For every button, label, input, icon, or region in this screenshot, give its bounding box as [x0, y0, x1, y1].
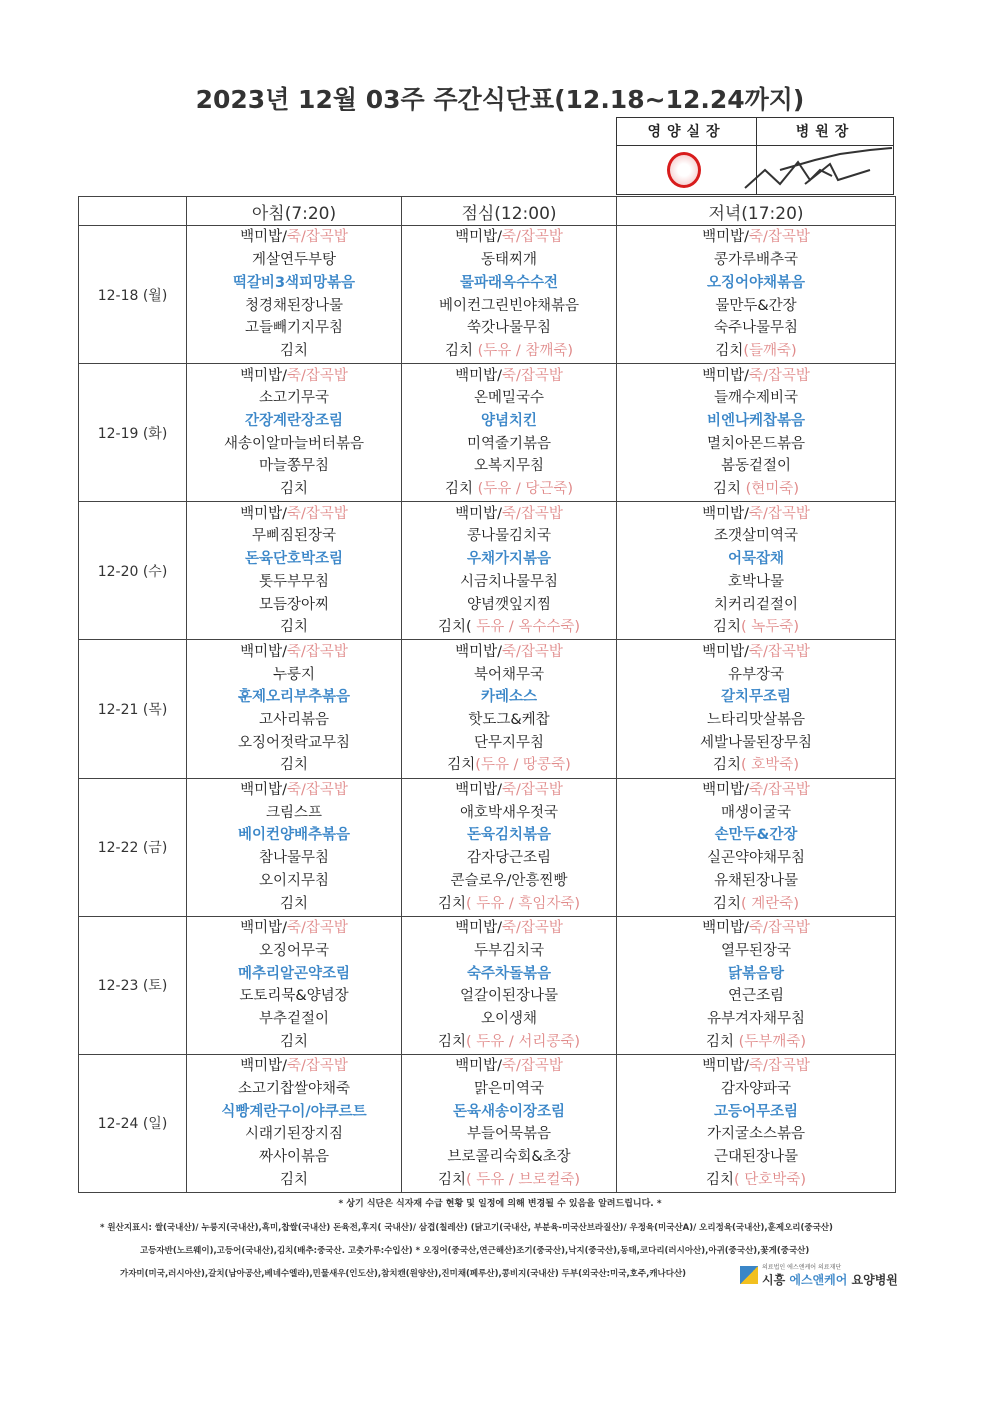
menu-item-main: 백미밥/: [455, 1058, 502, 1075]
menu-item: 고사리볶음: [258, 711, 330, 728]
menu-item: 열무된장국: [720, 942, 792, 959]
menu-item: 크림스프: [265, 804, 323, 821]
menu-item-alt: 죽/잡곡밥: [501, 367, 563, 384]
red-seal-stamp: [667, 152, 701, 188]
breakfast-cell: [187, 778, 402, 916]
menu-item: [402, 616, 616, 639]
menu-item-alt: ( 두유 / 흑임자죽): [465, 895, 581, 912]
menu-item-alt: 죽/잡곡밥: [748, 1058, 810, 1075]
menu-item: 베이컨그린빈야채볶음: [438, 297, 580, 314]
menu-item: [187, 1055, 401, 1078]
menu-item: [617, 226, 895, 249]
menu-item-main: 백미밥/: [240, 920, 287, 937]
menu-item: [402, 641, 616, 664]
menu-item: [617, 503, 895, 526]
breakfast-cell: [187, 364, 402, 502]
menu-item-main: 백미밥/: [702, 229, 749, 246]
menu-item: [402, 478, 616, 501]
day-date: 12-22 (금): [79, 778, 187, 916]
menu-item-main: 백미밥/: [702, 505, 749, 522]
menu-item: [187, 226, 401, 249]
menu-item: [402, 917, 616, 940]
menu-item-main: 김치: [713, 481, 746, 498]
menu-item-alt: ( 호박죽): [741, 757, 799, 774]
dinner-cell: [617, 364, 896, 502]
menu-item: [402, 779, 616, 802]
menu-item: [617, 917, 895, 940]
menu-item-main: 백미밥/: [455, 782, 502, 799]
menu-item-main: 백미밥/: [702, 920, 749, 937]
dinner-cell: [617, 640, 896, 778]
logo-mark-icon: [740, 1266, 758, 1284]
menu-item-main: 백미밥/: [455, 643, 502, 660]
menu-item-main-dish: 숙주차돌볶음: [466, 965, 552, 982]
menu-table: [78, 196, 896, 1193]
menu-item-main: 백미밥/: [240, 782, 287, 799]
menu-item-main: 백미밥/: [240, 1058, 287, 1075]
menu-item: [617, 1169, 895, 1192]
menu-item-main-dish: 닭볶음탕: [727, 965, 785, 982]
menu-item: 시금치나물무침: [459, 573, 559, 590]
menu-item-alt: 죽/잡곡밥: [748, 229, 810, 246]
menu-item: 콘슬로우/안흥찐빵: [450, 872, 568, 889]
menu-item: 김치: [279, 481, 308, 498]
approval-director-label: 병원장: [757, 118, 893, 146]
menu-item: 양념깻잎지찜: [466, 596, 552, 613]
header-dinner: 저녁(17:20): [617, 197, 896, 226]
menu-item-main-dish: 돈육김치볶음: [466, 827, 552, 844]
menu-item: 물만두&간장: [715, 297, 797, 314]
menu-item-alt: 죽/잡곡밥: [501, 920, 563, 937]
day-row: [79, 778, 896, 916]
header-breakfast: 아침(7:20): [187, 197, 402, 226]
menu-item-main: 백미밥/: [455, 229, 502, 246]
menu-item: 참나물무침: [258, 850, 330, 867]
menu-item: 감자당근조림: [466, 850, 552, 867]
menu-item: [402, 365, 616, 388]
day-date: 12-18 (월): [79, 226, 187, 364]
menu-item: 치커리겉절이: [713, 596, 799, 613]
menu-item: [402, 1169, 616, 1192]
menu-item-main-dish: 고등어무조림: [713, 1103, 799, 1120]
menu-item-alt: 죽/잡곡밥: [286, 367, 348, 384]
menu-item: 봄동겉절이: [720, 458, 792, 475]
menu-item-main: 백미밥/: [240, 643, 287, 660]
day-row: [79, 1054, 896, 1192]
menu-item-main: 백미밥/: [702, 367, 749, 384]
menu-item: 김치: [279, 342, 308, 359]
menu-item: 쑥갓나물무침: [466, 320, 552, 337]
logo-foundation: 의료법인 에스앤케어 의료재단: [762, 1264, 842, 1271]
menu-item-main-dish: 갈치무조림: [720, 689, 792, 706]
menu-item: 단무지무침: [473, 734, 545, 751]
menu-item-alt: 죽/잡곡밥: [748, 920, 810, 937]
menu-item: 콩가루배추국: [713, 252, 799, 269]
menu-item-main: 김치: [706, 1033, 739, 1050]
menu-item: 핫도그&케찹: [468, 711, 550, 728]
menu-item: 동태찌개: [480, 252, 538, 269]
menu-item-alt: 죽/잡곡밥: [286, 920, 348, 937]
menu-item-alt: 죽/잡곡밥: [748, 643, 810, 660]
menu-item: [402, 1055, 616, 1078]
menu-item-alt: 죽/잡곡밥: [286, 1058, 348, 1075]
day-row: [79, 226, 896, 364]
menu-item: [402, 893, 616, 916]
menu-item-main: 백미밥/: [455, 920, 502, 937]
menu-item: 근대된장나물: [713, 1149, 799, 1166]
menu-item-alt: 죽/잡곡밥: [501, 643, 563, 660]
menu-item-main: 김치: [713, 757, 742, 774]
menu-item: [617, 754, 895, 777]
menu-item: 맑은미역국: [473, 1081, 545, 1098]
menu-item-main: 김치: [437, 895, 466, 912]
menu-item: 김치: [279, 1033, 308, 1050]
menu-item-alt: 죽/잡곡밥: [286, 505, 348, 522]
menu-item: 누룽지: [272, 666, 316, 683]
menu-item: 유부겨자채무침: [706, 1010, 806, 1027]
menu-item: 마늘쫑무침: [258, 458, 330, 475]
menu-item: 부추겉절이: [258, 1010, 330, 1027]
menu-item-main: 백미밥/: [702, 1058, 749, 1075]
hospital-logo: [740, 1262, 898, 1290]
menu-item: 오복지무침: [473, 458, 545, 475]
day-row: [79, 502, 896, 640]
menu-item: [187, 503, 401, 526]
header-lunch: 점심(12:00): [402, 197, 617, 226]
page-title: 2023년 12월 03주 주간식단표(12.18~12.24까지): [195, 85, 805, 114]
menu-item-main-dish: 어묵잡채: [727, 551, 785, 568]
menu-item: [617, 779, 895, 802]
menu-item-main: 김치: [713, 619, 742, 636]
menu-item-alt: 죽/잡곡밥: [501, 782, 563, 799]
header-row: [79, 197, 896, 226]
menu-item: 김치: [279, 895, 308, 912]
menu-item-alt: 죽/잡곡밥: [748, 367, 810, 384]
logo-name-b: 에스앤케어: [789, 1273, 848, 1287]
menu-item: 오이지무침: [258, 872, 330, 889]
menu-item-main-dish: 오징어야채볶음: [706, 274, 806, 291]
menu-item: [187, 641, 401, 664]
menu-item: [402, 503, 616, 526]
menu-item: 무삐짐된장국: [251, 528, 337, 545]
menu-item: [402, 226, 616, 249]
menu-item-main-dish: 돈육새송이장조림: [452, 1103, 566, 1120]
menu-item-main-dish: 손만두&간장: [714, 827, 798, 844]
menu-item: 짜사이볶음: [258, 1149, 330, 1166]
menu-item: 모듬장아찌: [258, 596, 330, 613]
menu-item: 새송이알마늘버터볶음: [223, 435, 365, 452]
menu-item: 청경채된장나물: [244, 297, 344, 314]
lunch-cell: [402, 778, 617, 916]
menu-item: 온메밀국수: [473, 390, 545, 407]
logo-name: [762, 1271, 898, 1288]
menu-item: [187, 365, 401, 388]
dinner-cell: [617, 502, 896, 640]
day-row: [79, 364, 896, 502]
menu-item: [617, 616, 895, 639]
menu-item-alt: (두유 / 참깨죽): [477, 342, 574, 359]
menu-item-alt: ( 두유 / 서리콩죽): [465, 1033, 581, 1050]
day-date: 12-23 (토): [79, 916, 187, 1054]
breakfast-cell: [187, 640, 402, 778]
menu-item-main-dish: 간장계란장조림: [244, 413, 344, 429]
menu-item-main-dish: 떡갈비3색피망볶음: [232, 274, 356, 291]
menu-item: 호박나물: [727, 573, 785, 590]
menu-item-alt: (두유 / 땅콩죽): [475, 757, 571, 774]
menu-item-main: 백미밥/: [455, 367, 502, 384]
day-date: 12-24 (일): [79, 1054, 187, 1192]
breakfast-cell: [187, 1054, 402, 1192]
menu-item-alt: (들깨죽): [743, 342, 797, 359]
menu-item: [617, 1055, 895, 1078]
menu-item-main: 김치: [437, 1033, 466, 1050]
menu-item: 소고기무국: [258, 390, 330, 407]
menu-item-alt: ( 단호박죽): [734, 1171, 806, 1188]
day-row: [79, 640, 896, 778]
menu-item-alt: 죽/잡곡밥: [286, 229, 348, 246]
signature: [720, 140, 900, 200]
menu-item: 소고기찹쌀야채죽: [237, 1081, 351, 1098]
menu-item: [617, 340, 895, 363]
menu-item: 유채된장나물: [713, 872, 799, 889]
menu-item: [617, 893, 895, 916]
menu-item: 가지굴소스볶음: [706, 1126, 806, 1143]
menu-item: 오이생채: [480, 1010, 538, 1027]
menu-item: 오징어젓락교무침: [237, 734, 351, 751]
menu-item: [187, 779, 401, 802]
menu-item-alt: 죽/잡곡밥: [501, 229, 563, 246]
menu-item-main: 김치: [437, 1171, 466, 1188]
origin-line-2: 고등자반(노르웨이),고등어(국내산),김치(배추:중국산. 고춧가루:수입산) * 오징어(중국산,연근해산)조기(중국산),낙지(중국산),동태,코다리(러시아산),아귀(중국산),꽃게(중국산): [140, 1246, 810, 1256]
menu-item: 유부장국: [727, 666, 785, 683]
menu-item-alt: 죽/잡곡밥: [286, 643, 348, 660]
lunch-cell: [402, 226, 617, 364]
menu-item: 게살연두부탕: [251, 252, 337, 269]
menu-item: 도토리묵&양념장: [239, 988, 349, 1005]
origin-line-3: 가자미(미국,러시아산),갈치(남아공산,베네수엘라),민물새우(인도산),참치캔(원양산),진미채(페루산),콩비지(국내산) 두부(외국산:미국,호주,캐나다산): [120, 1269, 687, 1279]
menu-item-main: 김치: [706, 1171, 735, 1188]
menu-item: [402, 340, 616, 363]
day-date: 12-20 (수): [79, 502, 187, 640]
menu-item: 세발나물된장무침: [699, 734, 813, 751]
menu-item: 얼갈이된장나물: [459, 988, 559, 1005]
approval-nutritionist-label: 영양실장: [617, 118, 757, 146]
menu-item-alt: 두유 / 옥수수죽): [476, 619, 581, 636]
menu-item: [617, 641, 895, 664]
menu-item-alt: 죽/잡곡밥: [501, 1058, 563, 1075]
menu-item-main: 김치: [444, 481, 478, 498]
menu-item: 실곤약야채무침: [706, 850, 806, 867]
logo-name-a: 시흥: [762, 1273, 790, 1287]
lunch-cell: [402, 916, 617, 1054]
menu-item-alt: ( 두유 / 브로컬죽): [465, 1171, 581, 1188]
lunch-cell: [402, 502, 617, 640]
menu-item: 감자양파국: [720, 1081, 792, 1098]
menu-item-main: 김치: [713, 895, 742, 912]
menu-item-alt: 죽/잡곡밥: [748, 782, 810, 799]
menu-item: [617, 1031, 895, 1054]
menu-item: 고들빼기지무침: [244, 320, 344, 337]
dinner-cell: [617, 226, 896, 364]
lunch-cell: [402, 640, 617, 778]
menu-item-main: 김치: [444, 342, 478, 359]
menu-item-alt: 죽/잡곡밥: [501, 505, 563, 522]
menu-item: 톳두부무침: [258, 573, 330, 590]
menu-item-main-dish: 베이컨양배추볶음: [237, 827, 351, 844]
menu-item: 김치: [279, 619, 308, 636]
menu-item-main-dish: 돈육단호박조림: [244, 551, 344, 568]
menu-item-main: 백미밥/: [240, 229, 287, 246]
breakfast-cell: [187, 226, 402, 364]
menu-item: 미역줄기볶음: [466, 435, 552, 452]
dinner-cell: [617, 1054, 896, 1192]
breakfast-cell: [187, 502, 402, 640]
menu-item-main-dish: 메추리알곤약조림: [237, 965, 351, 982]
menu-item: 매생이굴국: [720, 804, 792, 821]
lunch-cell: [402, 364, 617, 502]
menu-item-main: 백미밥/: [702, 782, 749, 799]
menu-item: 김치: [279, 1171, 308, 1188]
menu-item-main: 김치(: [437, 619, 477, 636]
menu-item-alt: ( 계란죽): [741, 895, 799, 912]
menu-item: 두부김치국: [473, 942, 545, 959]
menu-item-alt: 죽/잡곡밥: [748, 505, 810, 522]
menu-item-main-dish: 물파래옥수수전: [459, 274, 559, 291]
menu-item-main: 백미밥/: [240, 367, 287, 384]
day-row: [79, 916, 896, 1054]
menu-item: 멸치아몬드볶음: [706, 435, 806, 452]
menu-item-alt: (현미죽): [745, 481, 799, 498]
dinner-cell: [617, 778, 896, 916]
menu-item: 연근조림: [727, 988, 785, 1005]
menu-item: 부들어묵볶음: [466, 1126, 552, 1143]
menu-item: 조갯살미역국: [713, 528, 799, 545]
menu-item-alt: ( 녹두죽): [741, 619, 799, 636]
menu-item-main-dish: 훈제오리부추볶음: [237, 689, 351, 706]
day-date: 12-19 (화): [79, 364, 187, 502]
menu-item: [617, 365, 895, 388]
menu-item: 들깨수제비국: [713, 390, 799, 407]
menu-item-main: 김치: [447, 757, 476, 774]
menu-item: [617, 478, 895, 501]
breakfast-cell: [187, 916, 402, 1054]
dinner-cell: [617, 916, 896, 1054]
menu-item: 숙주나물무침: [713, 320, 799, 337]
menu-item: 북어채무국: [473, 666, 545, 683]
menu-item: 느타리맛살볶음: [706, 711, 806, 728]
menu-item: [187, 917, 401, 940]
menu-item: [402, 1031, 616, 1054]
menu-item-alt: 죽/잡곡밥: [286, 782, 348, 799]
menu-item: 시래기된장지짐: [244, 1126, 344, 1143]
menu-item-main: 백미밥/: [455, 505, 502, 522]
menu-item: 오징어무국: [258, 942, 330, 959]
menu-item: [402, 754, 616, 777]
notice-text: * 상기 식단은 식자재 수급 현황 및 일정에 의해 변경될 수 있음을 알려드립니다. *: [338, 1199, 662, 1209]
menu-item: 브로콜리숙회&초장: [447, 1149, 571, 1166]
menu-item: 김치: [279, 757, 308, 774]
menu-item-main-dish: 양념치킨: [480, 413, 538, 429]
menu-item-alt: (두유 / 당근죽): [477, 481, 574, 498]
menu-item-main: 백미밥/: [240, 505, 287, 522]
menu-item-main: 백미밥/: [702, 643, 749, 660]
menu-item-main-dish: 우채가지볶음: [466, 551, 552, 568]
menu-item-main-dish: 카레소스: [480, 689, 538, 706]
menu-item: 콩나물김치국: [466, 528, 552, 545]
menu-item-alt: (두부깨죽): [738, 1033, 806, 1050]
menu-item: 애호박새우젓국: [459, 804, 559, 821]
menu-item-main-dish: 식빵계란구이/야쿠르트: [221, 1103, 367, 1120]
logo-name-c: 요양병원: [847, 1273, 898, 1287]
menu-item-main: 김치: [715, 342, 744, 359]
origin-line-1: * 원산지표시: 쌀(국내산)/ 누룽지(국내산),흑미,찹쌀(국내산) 돈육전,후지( 국내산)/ 삼겹(칠레산) (닭고기(국내산, 부분육-미국산브라질산)/ 우정육(미국산A)/ 오리정육(국내산),훈제오리(중국산): [100, 1223, 833, 1233]
menu-item-main-dish: 비엔나케찹볶음: [706, 413, 806, 429]
lunch-cell: [402, 1054, 617, 1192]
header-date: [79, 197, 187, 226]
day-date: 12-21 (목): [79, 640, 187, 778]
